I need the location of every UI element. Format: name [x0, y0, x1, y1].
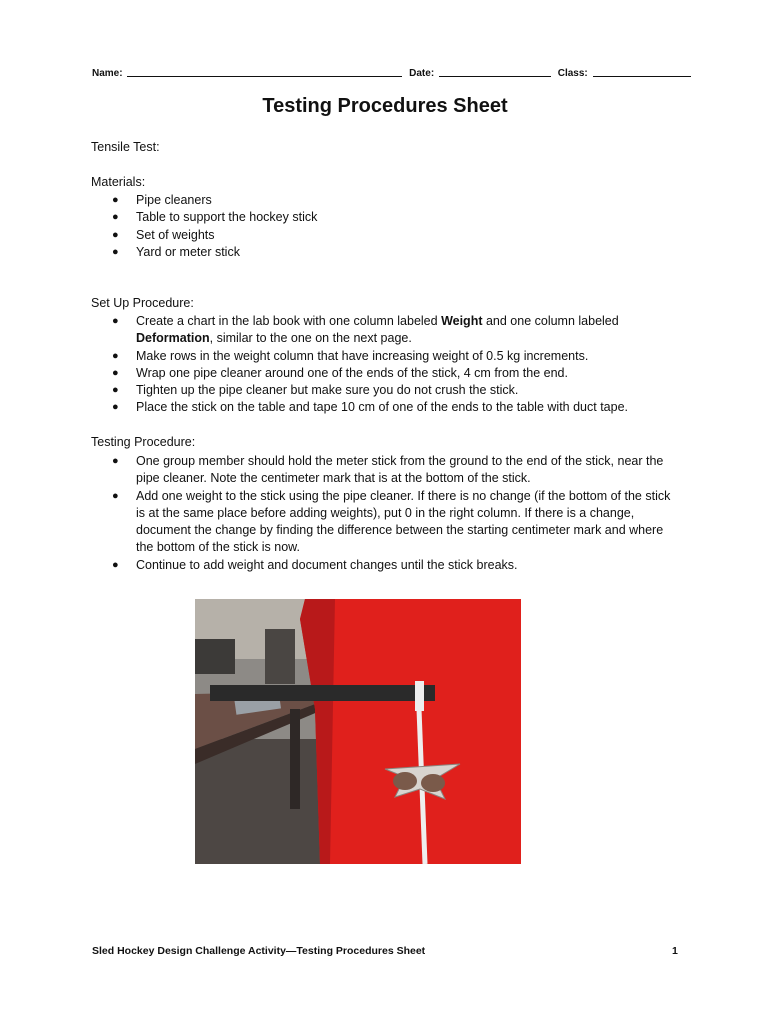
list-item: ● Create a chart in the lab book with one column labeled Weight and one column labeled Deformation, similar to the one on the next page.: [112, 314, 619, 346]
tensile-test-label: Tensile Test:: [91, 140, 160, 154]
equipment: [195, 639, 235, 674]
list-item: ● Set of weights: [112, 227, 215, 242]
list-item: ● Wrap one pipe cleaner around one of the ends of the stick, 4 cm from the end.: [112, 365, 568, 380]
hockey-stick: [210, 685, 435, 701]
date-label: Date:: [409, 68, 435, 79]
list-item: ● One group member should hold the meter stick from the ground to the end of the stick, near the pipe cleaner. Note the centimeter mark that is at the bottom of the stick.: [112, 454, 664, 486]
list-item: ● Place the stick on the table and tape 10 cm of one of the ends to the table with duct tape.: [112, 400, 628, 415]
tensile-test-photo: [195, 599, 521, 864]
list-item: ● Table to support the hockey stick: [112, 210, 318, 225]
page-number: 1: [672, 945, 678, 957]
list-item: ● Tighten up the pipe cleaner but make sure you do not crush the stick.: [112, 383, 519, 398]
page-title: Testing Procedures Sheet: [262, 95, 508, 117]
list-item: ● Make rows in the weight column that have increasing weight of 0.5 kg increments.: [112, 348, 589, 363]
materials-label: Materials:: [91, 175, 146, 189]
footer-title: Sled Hockey Design Challenge Activity—Testing Procedures Sheet: [92, 945, 426, 957]
list-item: ● Yard or meter stick: [112, 244, 240, 259]
name-label: Name:: [92, 68, 123, 79]
table-leg: [290, 709, 300, 809]
pipe-cleaner: [415, 681, 424, 711]
list-item: ● Add one weight to the stick using the pipe cleaner. If there is no change (if the bottom of the stick is at the same place before adding weights), put 0 in the right column. If there is a change, document the change by finding the difference between the starting centimeter mark and where the bottom of the stick is now.: [112, 488, 671, 555]
list-item: ● Continue to add weight and document changes until the stick breaks.: [112, 557, 518, 572]
testing-list: [91, 453, 681, 574]
class-blank: [593, 66, 691, 77]
floor-shadow: [195, 739, 335, 864]
name-blank: [127, 66, 402, 77]
chair-back: [265, 629, 295, 684]
list-item: ● Pipe cleaners: [112, 193, 212, 207]
setup-procedure-label: Set Up Procedure:: [91, 296, 194, 310]
weight: [421, 774, 445, 792]
photo-illustration: [195, 599, 521, 864]
date-blank: [439, 66, 551, 77]
header-fields: [92, 66, 682, 79]
class-label: Class:: [557, 68, 588, 79]
weight: [393, 772, 417, 790]
testing-procedure-label: Testing Procedure:: [91, 435, 196, 449]
materials-list: [91, 192, 681, 261]
setup-list: [91, 313, 681, 417]
